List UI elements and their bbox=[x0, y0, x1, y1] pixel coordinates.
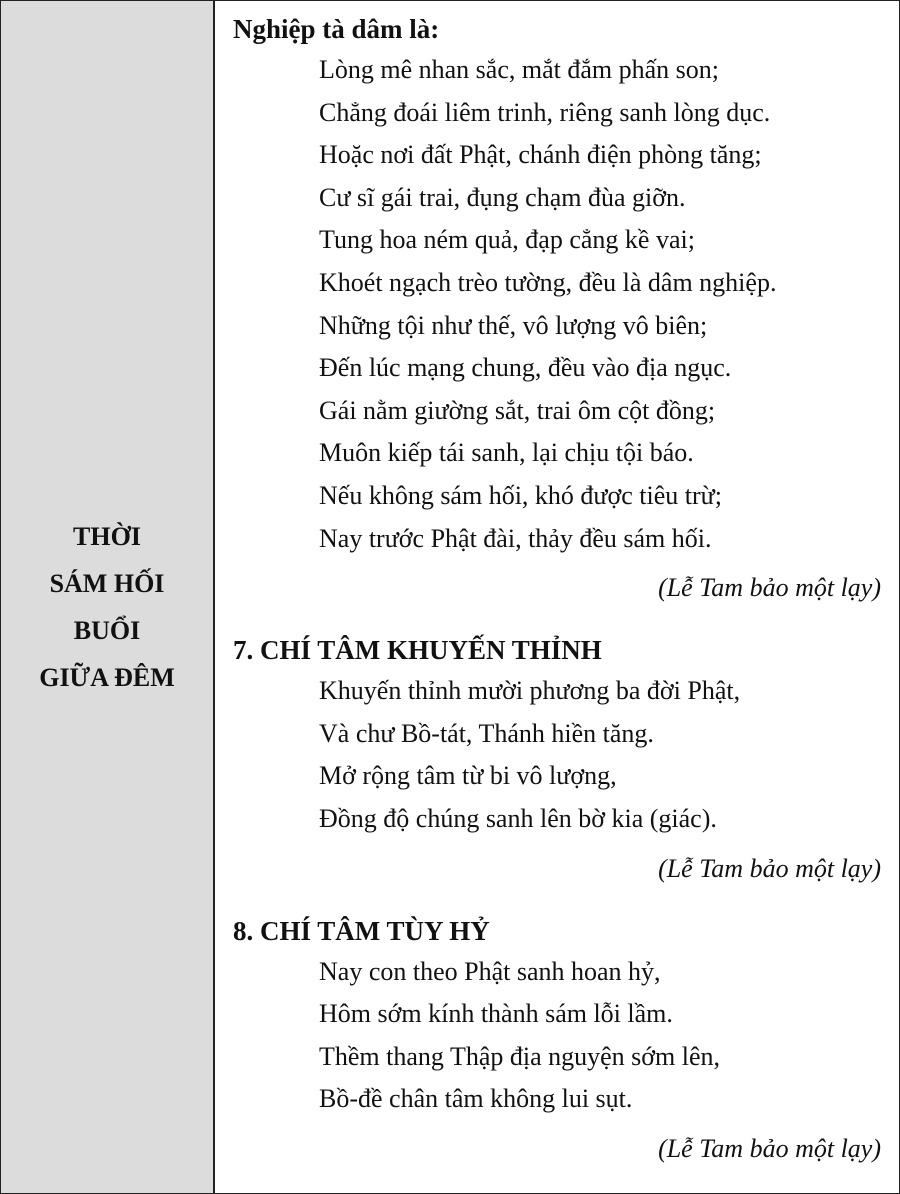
side-title-line: BUỔI bbox=[73, 616, 141, 645]
verse-line: Chẳng đoái liêm trinh, riêng sanh lòng dục. bbox=[319, 97, 771, 127]
side-title-cell bbox=[1, 1, 215, 1193]
verse-line: Và chư Bồ-tát, Thánh hiền tăng. bbox=[319, 718, 654, 748]
verse-line: Hoặc nơi đất Phật, chánh điện phòng tăng; bbox=[319, 140, 762, 170]
side-title bbox=[39, 513, 175, 701]
section-exhortation bbox=[233, 630, 881, 888]
verse-line: Cư sĩ gái trai, đụng chạm đùa giỡn. bbox=[319, 182, 686, 212]
bow-note: (Lễ Tam bảo một lạy) bbox=[658, 1133, 881, 1163]
section-heading: Nghiệp tà dâm là: bbox=[233, 14, 440, 44]
verse-block bbox=[233, 951, 881, 1121]
verse-line: Những tội như thế, vô lượng vô biên; bbox=[319, 310, 708, 340]
verse-line: Khuyến thỉnh mười phương ba đời Phật, bbox=[319, 676, 741, 706]
verse-line: Nay con theo Phật sanh hoan hỷ, bbox=[319, 956, 661, 986]
verse-block bbox=[233, 670, 881, 840]
verse-line: Nay trước Phật đài, thảy đều sám hối. bbox=[319, 523, 712, 553]
content-cell bbox=[215, 1, 899, 1193]
bow-note: (Lễ Tam bảo một lạy) bbox=[658, 573, 881, 603]
side-title-line: SÁM HỐI bbox=[49, 569, 165, 598]
side-title-line: GIỮA ĐÊM bbox=[39, 663, 175, 692]
verse-line: Nếu không sám hối, khó được tiêu trừ; bbox=[319, 480, 722, 510]
section-adultery-karma bbox=[233, 9, 881, 608]
verse-line: Khoét ngạch trèo tường, đều là dâm nghiệp. bbox=[319, 267, 777, 297]
section-heading: 7. CHÍ TÂM KHUYẾN THỈNH bbox=[233, 635, 602, 666]
verse-line: Gái nằm giường sắt, trai ôm cột đồng; bbox=[319, 395, 716, 425]
section-heading: 8. CHÍ TÂM TÙY HỶ bbox=[233, 915, 490, 946]
verse-line: Đến lúc mạng chung, đều vào địa ngục. bbox=[319, 353, 732, 383]
side-title-line: THỜI bbox=[73, 522, 141, 551]
verse-line: Mở rộng tâm từ bi vô lượng, bbox=[319, 761, 617, 791]
verse-line: Tung hoa ném quả, đạp cẳng kề vai; bbox=[319, 225, 695, 255]
verse-line: Hôm sớm kính thành sám lỗi lầm. bbox=[319, 999, 673, 1029]
verse-line: Đồng độ chúng sanh lên bờ kia (giác). bbox=[319, 803, 717, 833]
bow-note: (Lễ Tam bảo một lạy) bbox=[658, 853, 881, 883]
section-rejoicing bbox=[233, 911, 881, 1169]
verse-line: Thềm thang Thập địa nguyện sớm lên, bbox=[319, 1041, 721, 1071]
verse-line: Muôn kiếp tái sanh, lại chịu tội báo. bbox=[319, 438, 694, 468]
verse-line: Bồ-đề chân tâm không lui sụt. bbox=[319, 1084, 633, 1114]
verse-block bbox=[233, 49, 881, 560]
verse-line: Lòng mê nhan sắc, mắt đắm phấn son; bbox=[319, 55, 720, 84]
